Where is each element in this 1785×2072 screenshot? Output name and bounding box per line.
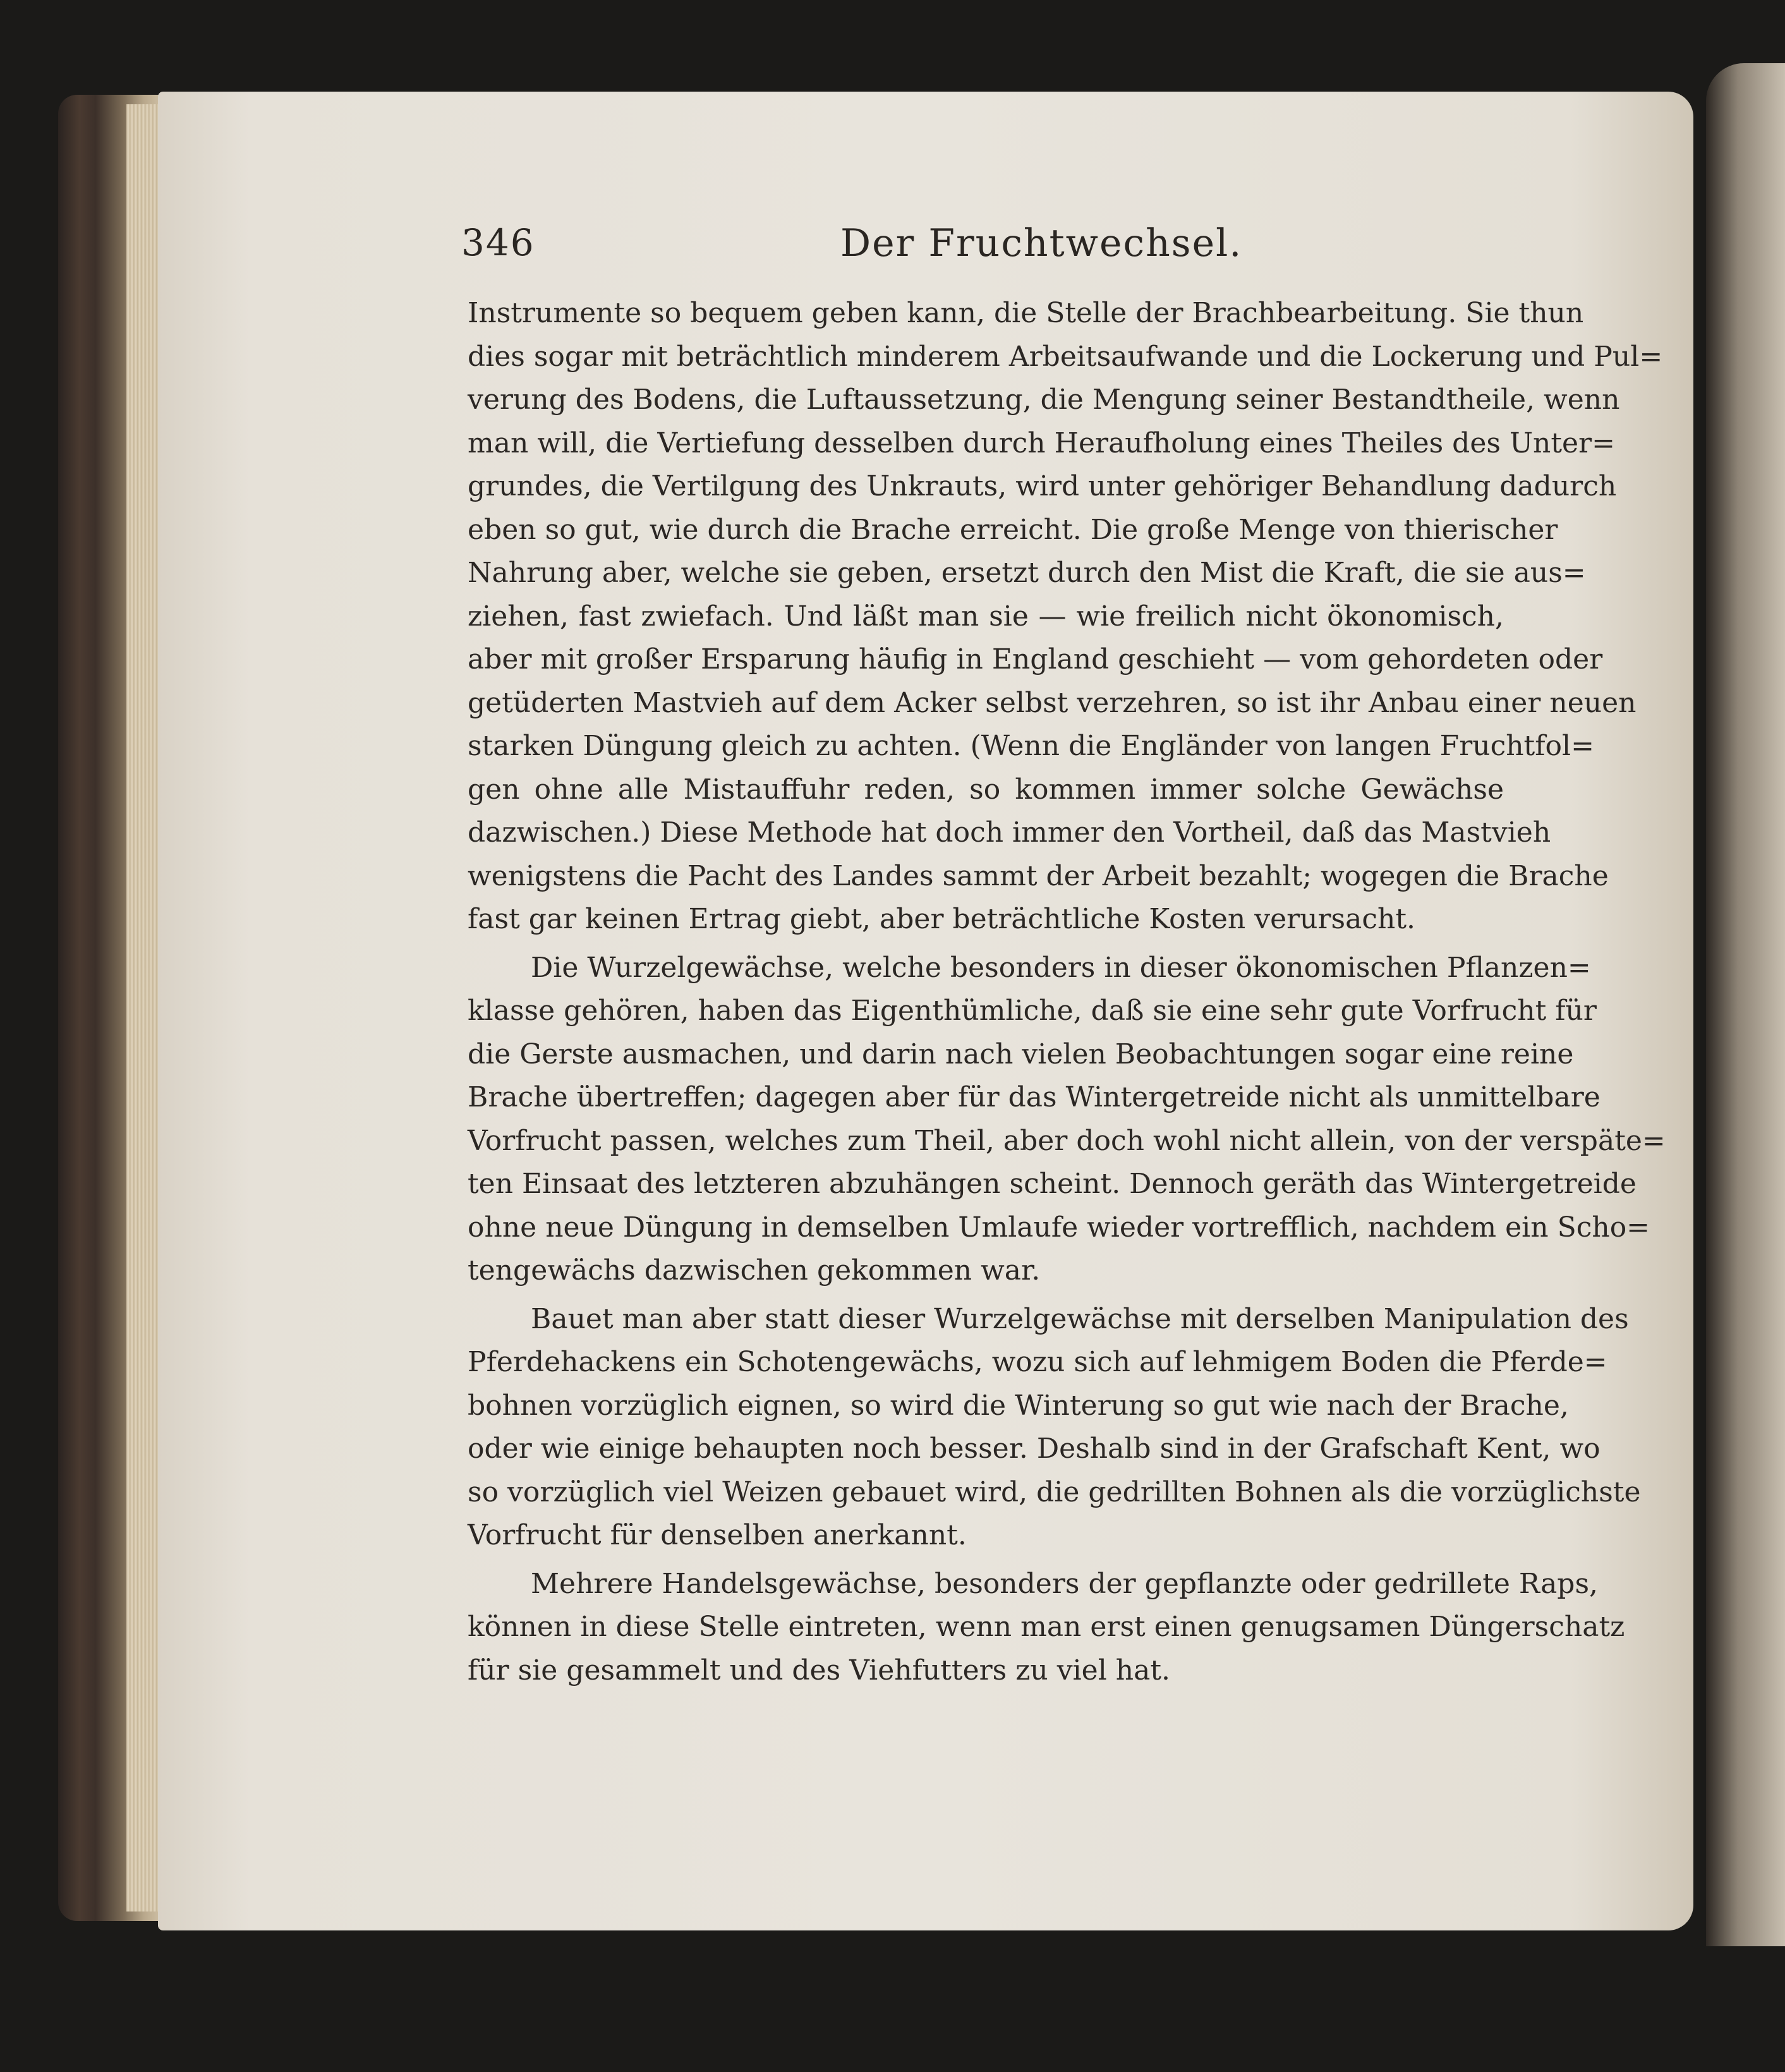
- text-line: so vorzüglich viel Weizen gebauet wird, die gedrillten Bohnen als die vorzüglichste: [468, 1475, 1641, 1508]
- text-line: ziehen, fast zwiefach. Und läßt man sie — wie freilich nicht ökonomisch,: [468, 600, 1504, 633]
- page-number: 346: [461, 221, 535, 264]
- text-line: dazwischen.) Diese Methode hat doch immer den Vortheil, daß das Mastvieh: [468, 816, 1551, 849]
- paragraph: [468, 1298, 1641, 1558]
- text-line: tengewächs dazwischen gekommen war.: [468, 1254, 1041, 1287]
- text-line: gen ohne alle Mistauffuhr reden, so kommen immer solche Gewächse: [468, 773, 1504, 806]
- text-line: aber mit großer Ersparung häufig in England geschieht — vom gehordeten oder: [468, 643, 1603, 676]
- text-line: können in diese Stelle eintreten, wenn man erst einen genugsamen Düngerschatz: [468, 1611, 1625, 1643]
- text-line: fast gar keinen Ertrag giebt, aber beträchtliche Kosten verursacht.: [468, 903, 1415, 935]
- running-title: Der Fruchtwechsel.: [840, 221, 1243, 265]
- text-line: Mehrere Handelsgewächse, besonders der gepflanzte oder gedrillete Raps,: [531, 1567, 1599, 1600]
- text-line: man will, die Vertiefung desselben durch Heraufholung eines Theiles des Unter=: [468, 427, 1615, 459]
- text-line: Vorfrucht passen, welches zum Theil, aber doch wohl nicht allein, von der verspäte=: [468, 1124, 1666, 1157]
- text-line: Bauet man aber statt dieser Wurzelgewächse mit derselben Manipulation des: [531, 1302, 1629, 1335]
- text-line: eben so gut, wie durch die Brache erreicht. Die große Menge von thierischer: [468, 513, 1558, 546]
- text-line: Die Wurzelgewächse, welche besonders in dieser ökonomischen Pflanzen=: [531, 951, 1591, 984]
- text-line: verung des Bodens, die Luftaussetzung, die Mengung seiner Bestandtheile, wenn: [468, 384, 1620, 416]
- text-line: ohne neue Düngung in demselben Umlaufe wieder vortrefflich, nachdem ein Scho=: [468, 1211, 1650, 1244]
- text-line: Brache übertreffen; dagegen aber für das Wintergetreide nicht als unmittelbare: [468, 1081, 1600, 1113]
- text-line: bohnen vorzüglich eignen, so wird die Winterung so gut wie nach der Brache,: [468, 1389, 1569, 1422]
- text-line: wenigstens die Pacht des Landes sammt der Arbeit bezahlt; wogegen die Brache: [468, 859, 1609, 892]
- text-line: Instrumente so bequem geben kann, die Stelle der Brachbearbeitung. Sie thun: [468, 297, 1584, 329]
- text-line: Vorfrucht für denselben anerkannt.: [468, 1519, 967, 1551]
- body-text: [468, 292, 1666, 1692]
- text-line: dies sogar mit beträchtlich minderem Arbeitsaufwande und die Lockerung und Pul=: [468, 340, 1663, 373]
- facing-page-edge: [1706, 63, 1785, 1946]
- text-line: die Gerste ausmachen, und darin nach vielen Beobachtungen sogar eine reine: [468, 1038, 1574, 1070]
- text-line: getüderten Mastvieh auf dem Acker selbst verzehren, so ist ihr Anbau einer neuen: [468, 686, 1637, 719]
- text-line: Nahrung aber, welche sie geben, ersetzt durch den Mist die Kraft, die sie aus=: [468, 557, 1586, 589]
- paragraph: [468, 292, 1663, 942]
- text-line: klasse gehören, haben das Eigenthümliche, daß sie eine sehr gute Vorfrucht für: [468, 995, 1597, 1027]
- text-line: grundes, die Vertilgung des Unkrauts, wird unter gehöriger Behandlung dadurch: [468, 470, 1617, 502]
- text-line: oder wie einige behaupten noch besser. Deshalb sind in der Grafschaft Kent, wo: [468, 1433, 1600, 1465]
- text-line: für sie gesammelt und des Viehfutters zu viel hat.: [468, 1654, 1171, 1687]
- text-line: ten Einsaat des letzteren abzuhängen scheint. Dennoch geräth das Wintergetreide: [468, 1168, 1637, 1200]
- paragraph: [468, 947, 1666, 1293]
- text-line: Pferdehackens ein Schotengewächs, wozu sich auf lehmigem Boden die Pferde=: [468, 1346, 1607, 1378]
- text-line: starken Düngung gleich zu achten. (Wenn die Engländer von langen Fruchtfol=: [468, 730, 1594, 762]
- paragraph: [468, 1563, 1625, 1693]
